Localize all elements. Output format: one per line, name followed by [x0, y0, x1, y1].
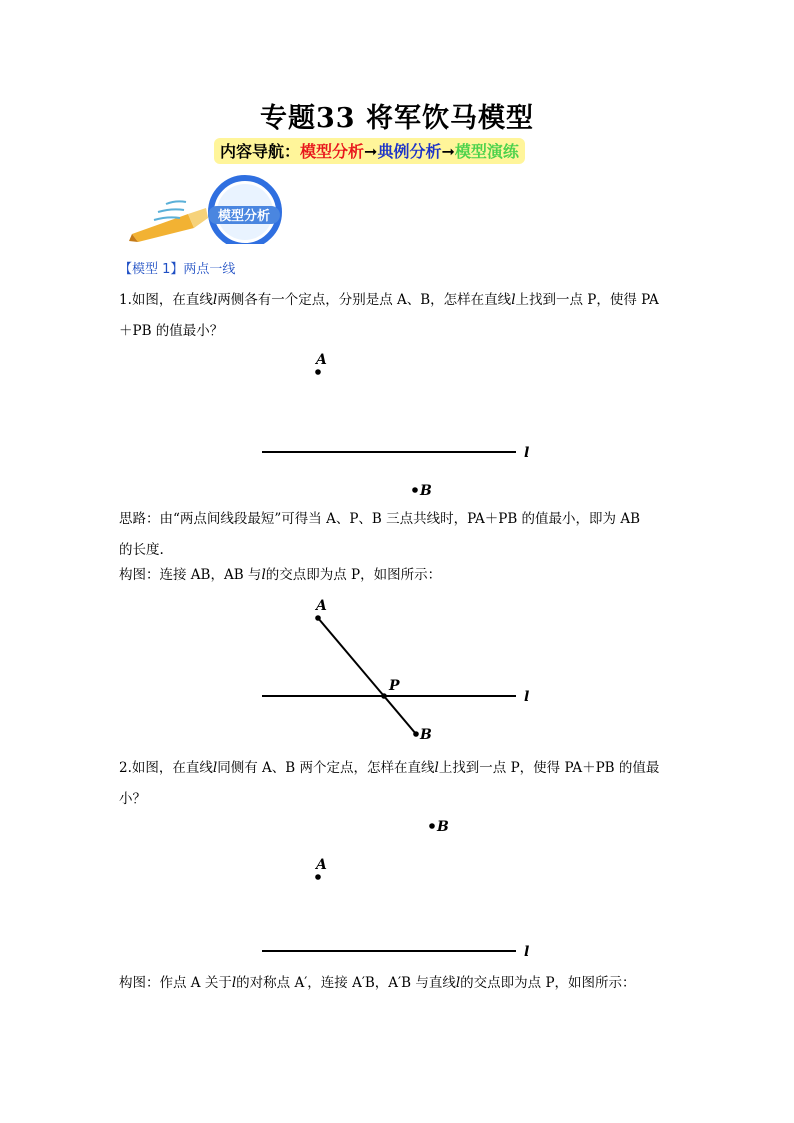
pencil-icon	[129, 208, 208, 242]
point-B	[429, 823, 435, 829]
q1-text-line2: ＋PB 的值最小？	[119, 323, 224, 339]
segment-AB	[318, 618, 416, 734]
q2-text: 上找到一点 P，使得 PA＋PB 的值最	[438, 760, 660, 776]
nav-item-model-practice[interactable]: 模型演练	[454, 142, 519, 161]
label-A: A	[316, 857, 327, 873]
question-1	[119, 285, 689, 347]
solution-idea	[119, 504, 689, 566]
construct1-text: 构图：连接 AB，AB 与	[119, 567, 262, 583]
label-A: A	[316, 352, 327, 368]
page-title: 专题33 将军饮马模型	[260, 103, 534, 134]
label-A: A	[316, 598, 327, 614]
construction-1	[119, 560, 441, 591]
line-l-symbol: l	[231, 975, 237, 991]
line-l-symbol: l	[212, 760, 218, 776]
point-B	[412, 487, 418, 493]
line-l-symbol: l	[434, 760, 439, 776]
nav-prefix: 内容导航：	[220, 142, 301, 161]
q2-text: 2.如图，在直线	[119, 760, 213, 776]
construct2-text: 的交点即为点 P，如图所示：	[460, 975, 636, 991]
arrow-icon: ➞	[441, 142, 455, 161]
idea-text: 思路：由“两点间线段最短”可得当 A、P、B 三点共线时，PA＋PB 的值最小，即为 AB	[119, 511, 640, 527]
point-B	[413, 731, 419, 737]
label-B: B	[437, 819, 449, 835]
figure-3	[250, 812, 550, 962]
label-l: l	[524, 944, 530, 960]
nav-item-model-analysis[interactable]: 模型分析	[300, 142, 365, 161]
model-analysis-badge	[128, 172, 288, 244]
point-A	[315, 369, 321, 375]
figure-1	[250, 345, 550, 505]
arrow-icon: ➞	[364, 142, 378, 161]
line-l-symbol: l	[511, 292, 516, 308]
question-2	[119, 753, 699, 815]
line-l-symbol: l	[212, 292, 218, 308]
line-l-symbol: l	[455, 975, 461, 991]
point-A	[315, 874, 321, 880]
q1-text: 上找到一点 P，使得 PA	[515, 292, 659, 308]
construction-2	[119, 968, 636, 999]
label-l: l	[524, 445, 530, 461]
q1-text: 1.如图，在直线	[119, 292, 213, 308]
content-nav	[214, 138, 525, 164]
q2-text: 同侧有 A、B 两个定点，怎样在直线	[217, 760, 435, 776]
label-B: B	[420, 727, 432, 743]
section-heading-model-1: 【模型 1】两点一线	[119, 262, 236, 277]
figure-2	[250, 595, 550, 745]
line-l-symbol: l	[261, 567, 266, 583]
nav-item-example-analysis[interactable]: 典例分析	[377, 142, 442, 161]
badge-label: 模型分析	[217, 209, 271, 224]
construct1-text: 的交点即为点 P，如图所示：	[265, 567, 442, 583]
construct2-text: 的对称点 A′，连接 A′B，A′B 与直线	[236, 975, 456, 991]
q1-text: 两侧各有一个定点，分别是点 A、B，怎样在直线	[217, 292, 512, 308]
label-P: P	[389, 678, 400, 694]
point-P	[381, 693, 387, 699]
idea-text-line2: 的长度.	[119, 542, 164, 558]
label-l: l	[524, 689, 530, 705]
label-B: B	[420, 483, 432, 499]
q2-text-line2: 小？	[119, 791, 146, 807]
construct2-text: 构图：作点 A 关于	[119, 975, 232, 991]
